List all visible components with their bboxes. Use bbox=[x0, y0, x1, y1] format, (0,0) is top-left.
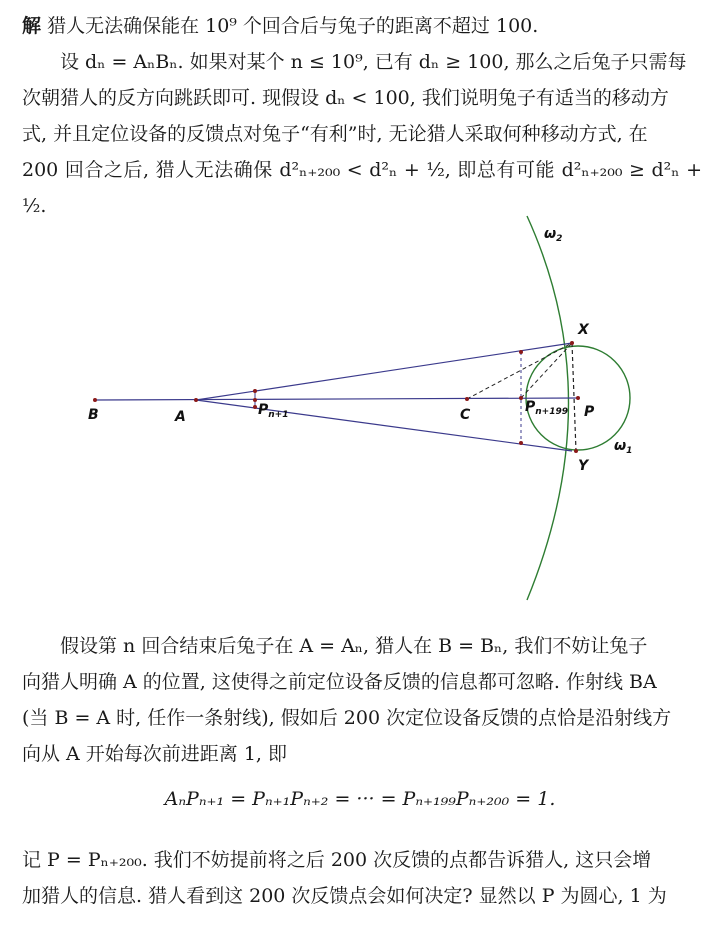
text-line: 猎人无法确保能在 10⁹ 个回合后与兔子的距离不超过 100. bbox=[47, 15, 539, 37]
segment-AX bbox=[196, 343, 572, 400]
paragraph-solution bbox=[22, 8, 702, 224]
label-Y: Y bbox=[578, 458, 589, 474]
geometry-figure bbox=[0, 208, 720, 608]
label-C: C bbox=[460, 407, 471, 423]
point-Pn1-bottom bbox=[253, 405, 257, 409]
point-Pn199 bbox=[519, 396, 523, 400]
point-Y bbox=[574, 449, 578, 453]
text-line: 记 P = Pₙ₊₂₀₀. 我们不妨提前将之后 200 次反馈的点都告诉猎人, 这只会增 bbox=[22, 849, 652, 871]
point-X bbox=[570, 341, 574, 345]
figure-svg bbox=[0, 208, 720, 608]
text-line: 200 回合之后, 猎人无法确保 d²ₙ₊₂₀₀ < d²ₙ + ½, 即总有可能 d²ₙ₊₂₀₀ ≥ d²ₙ + ½. bbox=[22, 159, 702, 217]
solution-label: 解 bbox=[22, 15, 42, 37]
label-Pn1: $P_{n+1}$ bbox=[258, 402, 289, 420]
point-Pn1 bbox=[253, 398, 257, 402]
paragraph-continuation bbox=[22, 842, 702, 914]
text-line: 假设第 n 回合结束后兔子在 A = Aₙ, 猎人在 B = Bₙ, 我们不妨让兔子 bbox=[60, 635, 648, 657]
point-B bbox=[93, 398, 97, 402]
point-lower bbox=[519, 441, 523, 445]
paragraph-assumption bbox=[22, 628, 702, 772]
segment-AY bbox=[196, 400, 572, 451]
text-line: 加猎人的信息. 猎人看到这 200 次反馈点会如何决定? 显然以 P 为圆心, 1 为 bbox=[22, 885, 667, 907]
text-line: 向从 A 开始每次前进距离 1, 即 bbox=[22, 743, 288, 765]
text-line: (当 B = A 时, 任作一条射线), 假如后 200 次定位设备反馈的点恰是沿射线方 bbox=[22, 707, 672, 729]
line bbox=[22, 8, 702, 44]
point-P bbox=[576, 396, 580, 400]
point-upper bbox=[519, 350, 523, 354]
label-Pn199: $P_{n+199}$ bbox=[525, 399, 569, 417]
display-formula: AₙPₙ₊₁ = Pₙ₊₁Pₙ₊₂ = ··· = Pₙ₊₁₉₉Pₙ₊₂₀₀ = 1. bbox=[164, 788, 556, 810]
label-omega2: $\omega_2$ bbox=[544, 226, 563, 244]
text-line: 式, 并且定位设备的反馈点对兔子“有利”时, 无论猎人采取何种移动方式, 在 bbox=[22, 123, 648, 145]
point-Pn1-top bbox=[253, 389, 257, 393]
point-A bbox=[194, 398, 198, 402]
label-omega1: $\omega_1$ bbox=[614, 438, 633, 456]
ray-BA bbox=[95, 398, 578, 400]
segment-PX bbox=[521, 343, 572, 398]
point-C bbox=[465, 397, 469, 401]
chord-XY bbox=[572, 343, 576, 451]
label-A: A bbox=[175, 409, 186, 425]
text-line: 次朝猎人的反方向跳跃即可. 现假设 dₙ < 100, 我们说明兔子有适当的移动方 bbox=[22, 87, 669, 109]
label-X: X bbox=[578, 322, 589, 338]
label-P: P bbox=[584, 404, 595, 420]
label-B: B bbox=[88, 407, 99, 423]
text-line: 设 dₙ = AₙBₙ. 如果对某个 n ≤ 10⁹, 已有 dₙ ≥ 100, 那么之后兔子只需每 bbox=[60, 51, 687, 73]
text-line: 向猎人明确 A 的位置, 这使得之前定位设备反馈的信息都可忽略. 作射线 BA bbox=[22, 671, 657, 693]
